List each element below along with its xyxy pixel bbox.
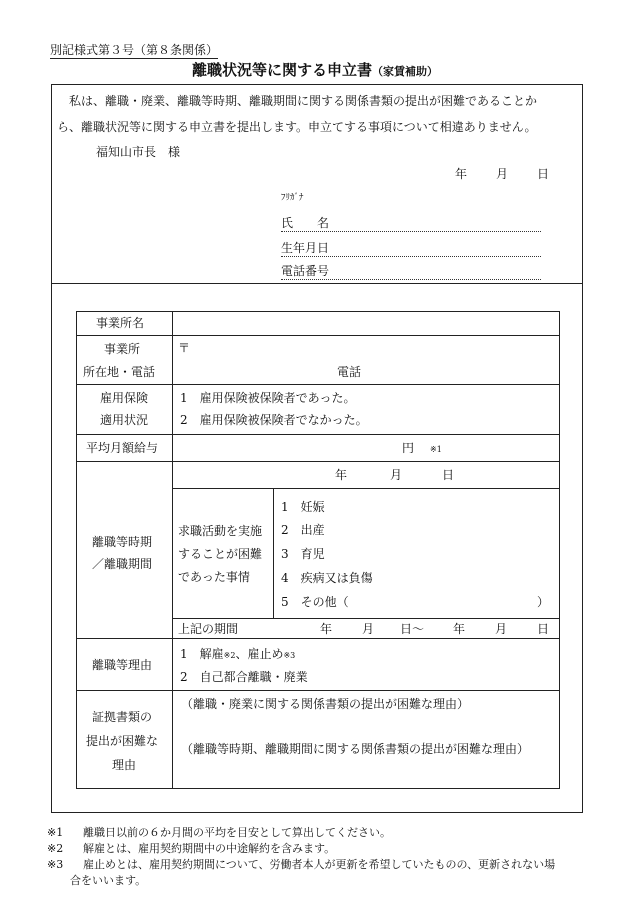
label-column-divider	[172, 311, 173, 788]
phone-field[interactable]	[281, 279, 541, 280]
dismissal-note: ※2	[223, 651, 236, 660]
footnote-text: 解雇とは、雇用契約期間中の中途解約を含みます。	[83, 842, 336, 855]
evidence-reason-1: （離職・廃業に関する関係書類の提出が困難な理由）	[181, 697, 470, 711]
separation-date-month: 月	[390, 468, 403, 482]
period-label-1: 離職等時期	[92, 535, 153, 549]
separation-option-voluntary[interactable]: 2 自己都合離職・廃業	[180, 670, 308, 684]
row-divider	[76, 384, 559, 385]
birthdate-field[interactable]	[281, 256, 541, 257]
period-row-label: 上記の期間	[178, 622, 239, 636]
period-end-year: 年	[453, 622, 466, 636]
addressee: 福知山市長 様	[96, 145, 181, 159]
period-label-2: ／離職期間	[92, 557, 153, 571]
office-name-label: 事業所名	[96, 316, 145, 330]
declaration-line-2: ら、離職状況等に関する申立書を提出します。申立てする事項について相違ありません。	[57, 120, 537, 134]
separation-reason-label: 離職等理由	[92, 658, 153, 672]
insurance-label-1: 雇用保険	[100, 391, 149, 405]
page-title	[192, 63, 438, 78]
separation-date-day: 日	[442, 468, 455, 482]
birthdate-label: 生年月日	[281, 241, 330, 255]
footnote-text: 雇止めとは、雇用契約期間について、労働者本人が更新を希望していたものの、更新されない場	[83, 858, 556, 871]
application-date-day: 日	[537, 167, 550, 181]
page-title-sub: （家賃補助）	[372, 65, 439, 78]
page-title-main: 離職状況等に関する申立書	[192, 61, 373, 79]
separation-date-year: 年	[335, 468, 348, 482]
circumstance-other-close: ）	[537, 595, 550, 609]
declaration-divider	[51, 283, 582, 284]
declaration-line-1: 私は、離職・廃業、離職等時期、離職期間に関する関係書類の提出が困難であることか	[69, 94, 538, 108]
period-end-month: 月	[495, 622, 508, 636]
evidence-label-2: 提出が困難な	[86, 734, 159, 748]
insurance-option-2[interactable]: 2 雇用保険被保険者でなかった。	[180, 413, 368, 427]
dismissal-text: 1 解雇	[180, 647, 224, 661]
furigana-label: ﾌﾘｶﾞﾅ	[281, 193, 304, 203]
office-name-field[interactable]	[174, 312, 557, 334]
period-start-month: 月	[362, 622, 375, 636]
salary-label: 平均月額給与	[86, 441, 159, 455]
footnote-mark: ※2	[47, 842, 64, 855]
footnote-text: 離職日以前の６か月間の平均を目安として算出してください。	[83, 826, 391, 839]
row-divider	[76, 690, 559, 691]
row-divider	[76, 461, 559, 462]
separation-option-dismissal[interactable]	[180, 648, 295, 660]
row-divider	[76, 335, 559, 336]
footnote-mark: ※3	[47, 858, 64, 871]
circumstance-label-3: であった事情	[178, 570, 250, 584]
circumstance-option-birth[interactable]: 2 出産	[281, 523, 325, 537]
form-number-underline	[50, 58, 218, 59]
non-renewal-text: 、雇止め	[235, 647, 284, 661]
row-divider	[76, 638, 559, 639]
salary-note-mark: ※1	[430, 445, 442, 454]
circumstance-label-2: することが困難	[178, 547, 263, 561]
circumstance-option-childcare[interactable]: 3 育児	[281, 547, 325, 561]
circumstance-option-illness[interactable]: 4 疾病又は負傷	[281, 571, 373, 585]
salary-unit: 円	[402, 441, 415, 455]
circumstance-option-pregnancy[interactable]: 1 妊娠	[281, 500, 325, 514]
period-start-year: 年	[320, 622, 333, 636]
evidence-label-1: 証拠書類の	[92, 710, 153, 724]
evidence-reason-2: （離職等時期、離職期間に関する関係書類の提出が困難な理由）	[181, 742, 530, 756]
application-date-month: 月	[496, 167, 509, 181]
form-number: 別記様式第３号（第８条関係）	[50, 43, 219, 57]
name-field[interactable]	[281, 231, 541, 232]
period-start-day: 日～	[400, 622, 425, 636]
row-divider	[173, 618, 559, 619]
evidence-label-3: 理由	[112, 758, 137, 772]
insurance-label-2: 適用状況	[100, 413, 149, 427]
office-address-field[interactable]	[190, 337, 556, 361]
name-label: 氏 名	[281, 216, 330, 230]
circumstance-option-other[interactable]: 5 その他（	[281, 595, 349, 609]
phone-label: 電話番号	[281, 264, 330, 278]
salary-field[interactable]	[180, 437, 396, 459]
row-divider	[173, 488, 559, 489]
non-renewal-note: ※3	[283, 651, 296, 660]
office-address-label-1: 事業所	[104, 342, 141, 356]
postal-mark: 〒	[178, 341, 191, 355]
footnote-mark: ※1	[47, 826, 64, 839]
period-end-day: 日	[537, 622, 550, 636]
application-date-year: 年	[455, 167, 468, 181]
insurance-option-1[interactable]: 1 雇用保険被保険者であった。	[180, 391, 356, 405]
circumstance-label-1: 求職活動を実施	[178, 524, 263, 538]
office-address-label-2: 所在地・電話	[83, 365, 156, 379]
row-divider	[76, 434, 559, 435]
footnote-text-continued: 合をいいます。	[70, 874, 147, 887]
office-phone-label: 電話	[337, 365, 362, 379]
reason-column-divider	[273, 488, 274, 619]
